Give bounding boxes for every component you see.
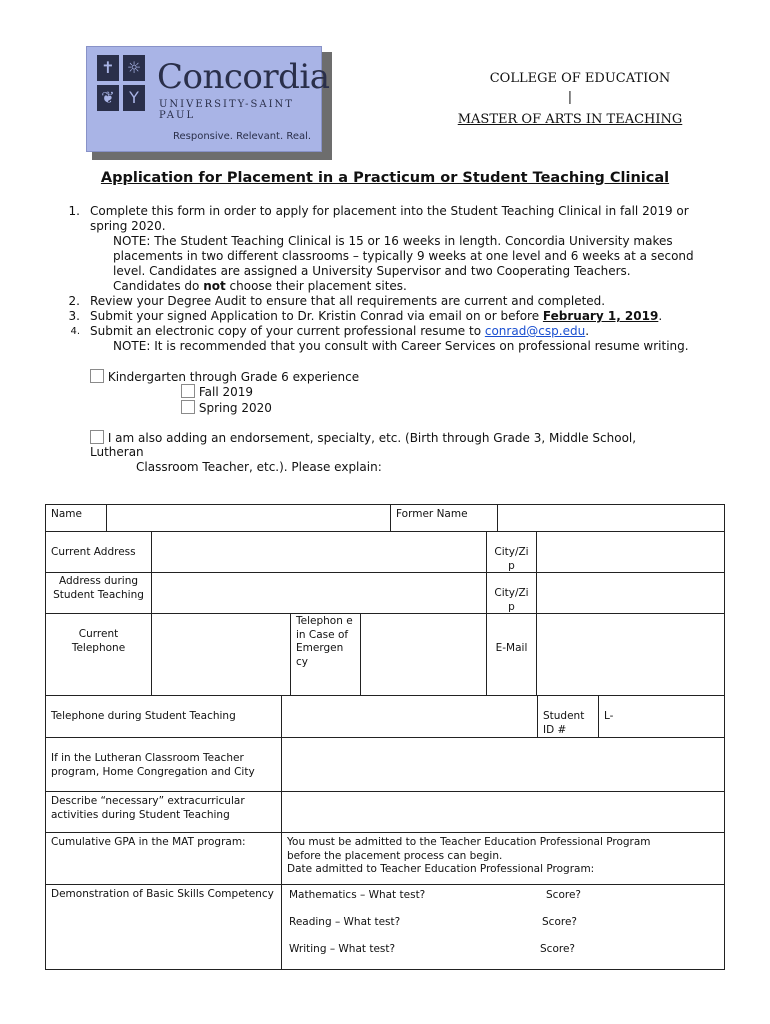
option-fall: Fall 2019 <box>181 384 253 400</box>
student-address-field[interactable] <box>151 572 487 614</box>
writing-test: Writing – What test? <box>289 943 396 955</box>
former-name-field[interactable] <box>497 504 725 532</box>
email-label: E-Mail <box>486 613 537 696</box>
basic-skills-label: Demonstration of Basic Skills Competency <box>45 884 282 970</box>
student-address-label: Address during Student Teaching <box>45 572 152 614</box>
student-phone-label: Telephone during Student Teaching <box>45 695 282 738</box>
city-zip-field-2[interactable] <box>536 572 725 614</box>
note-1-line3: level. Candidates are assigned a University Supervisor and two Cooperating Teachers. <box>113 264 631 278</box>
reading-test: Reading – What test? <box>289 916 401 928</box>
math-score: Score? <box>546 889 581 901</box>
spring-checkbox[interactable] <box>181 400 195 414</box>
name-field[interactable] <box>106 504 391 532</box>
student-phone-field[interactable] <box>281 695 538 738</box>
instructions-list: 1. Complete this form in order to apply for placement into the Student Teaching Clinical in fall 2019 or spring 2020. NOTE: The Student Teaching Clinical is 15 or 16 weeks in length. Concordia University makes placements in two different classrooms – typically 9 weeks at one level and 6 weeks at a second level. Candidates are assigned a University Supervisor and two Cooperating Teachers. Candidates do not choose their placement sites. 2. Review your Degree Audit to ensure that all requirements are current and completed. 3. Submit your signed Application to Dr. Kristin Conrad via email on or before February 1, 2019. 4. Submit an electronic copy of your current professional resume to conrad@csp.edu. NOTE: It is recommended that you consult with Career Services on professional resume writing. <box>68 204 694 353</box>
current-address-label: Current Address <box>45 531 152 573</box>
concordia-logo <box>86 46 330 152</box>
extracurricular-label: Describe “necessary” extracurricular activities during Student Teaching <box>45 791 282 833</box>
option-spring: Spring 2020 <box>181 400 272 416</box>
endorsement-line2: Lutheran <box>90 445 144 459</box>
endorsement-line3: Classroom Teacher, etc.). Please explain: <box>136 460 382 474</box>
lutheran-label: If in the Lutheran Classroom Teacher program, Home Congregation and City <box>45 737 282 792</box>
emergency-phone-field[interactable] <box>360 613 487 696</box>
logo-subtitle: UNIVERSITY-SAINT PAUL <box>159 99 294 121</box>
instruction-1-line1: Complete this form in order to apply for placement into the Student Teaching Clinical in fall 2019 or <box>90 204 689 218</box>
note-1-line4: Candidates do not choose their placement sites. <box>113 279 407 293</box>
instruction-3: Submit your signed Application to Dr. Kristin Conrad via email on or before February 1, 2019. <box>90 309 663 323</box>
emergency-phone-label: Telephon e in Case of Emergen cy <box>290 613 361 696</box>
logo-name: Concordia <box>157 57 330 97</box>
current-phone-field[interactable] <box>151 613 291 696</box>
writing-score: Score? <box>540 943 575 955</box>
basic-skills-field[interactable] <box>281 884 725 970</box>
instruction-4: Submit an electronic copy of your current professional resume to conrad@csp.edu. <box>90 324 590 338</box>
reading-score: Score? <box>542 916 577 928</box>
name-label: Name <box>45 504 107 532</box>
extracurricular-field[interactable] <box>281 791 725 833</box>
college-heading: COLLEGE OF EDUCATION <box>489 71 671 86</box>
note-1-line1: NOTE: The Student Teaching Clinical is 15 or 16 weeks in length. Concordia University makes <box>113 234 673 248</box>
math-test: Mathematics – What test? <box>289 889 426 901</box>
city-zip-label-1: City/Zi p <box>486 531 537 573</box>
email-field[interactable] <box>536 613 725 696</box>
student-id-field[interactable]: L- <box>598 695 725 738</box>
note-1-line2: placements in two different classrooms – typically 9 weeks at one level and 6 weeks at a second <box>113 249 694 263</box>
city-zip-label-2: City/Zi p <box>486 572 537 614</box>
k6-checkbox[interactable] <box>90 369 104 383</box>
instruction-1-line2: spring 2020. <box>90 219 166 233</box>
current-phone-label: Current Telephone <box>45 613 152 696</box>
page-title: Application for Placement in a Practicum or Student Teaching Clinical <box>100 170 670 186</box>
crest-icon: ✝ ☼ ❦ Y <box>97 55 147 115</box>
email-link[interactable]: conrad@csp.edu <box>484 324 586 338</box>
gpa-label: Cumulative GPA in the MAT program: <box>45 832 282 885</box>
gpa-note[interactable]: You must be admitted to the Teacher Education Professional Program before the placement process can begin. Date admitted to Teacher Education Professional Program: <box>281 832 725 885</box>
option-endorsement: I am also adding an endorsement, specialty, etc. (Birth through Grade 3, Middle School, <box>90 430 636 446</box>
student-id-label: Student ID # <box>537 695 599 738</box>
current-address-field[interactable] <box>151 531 487 573</box>
endorsement-checkbox[interactable] <box>90 430 104 444</box>
logo-tagline: Responsive. Relevant. Real. <box>173 131 312 142</box>
fall-checkbox[interactable] <box>181 384 195 398</box>
city-zip-field-1[interactable] <box>536 531 725 573</box>
note-2: NOTE: It is recommended that you consult with Career Services on professional resume writing. <box>113 339 689 353</box>
former-name-label: Former Name <box>390 504 498 532</box>
instruction-2: Review your Degree Audit to ensure that all requirements are current and completed. <box>90 294 606 308</box>
option-k6: Kindergarten through Grade 6 experience <box>90 369 359 385</box>
lutheran-field[interactable] <box>281 737 725 792</box>
program-heading: MASTER OF ARTS IN TEACHING <box>457 112 683 127</box>
heading-separator: | <box>567 90 573 105</box>
